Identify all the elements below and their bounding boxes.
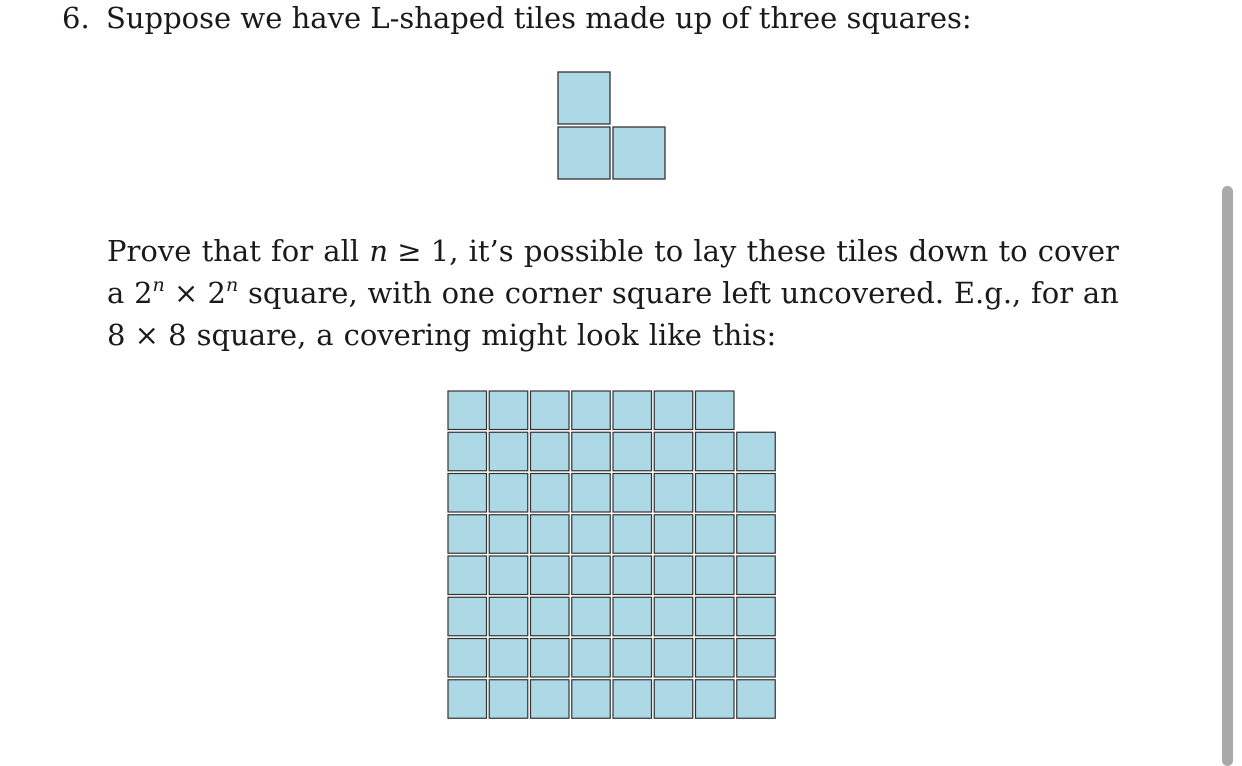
grid-square [737, 515, 776, 554]
grid-square [696, 597, 735, 636]
grid-square [572, 515, 611, 554]
paragraph-line-1 [107, 230, 1119, 272]
grid-square [654, 680, 693, 719]
grid-square [448, 680, 487, 719]
grid-square [489, 597, 528, 636]
grid-square [654, 556, 693, 595]
grid-square [448, 515, 487, 554]
grid-square [448, 474, 487, 513]
word: like [648, 318, 702, 352]
grid-square [448, 556, 487, 595]
word: 8 × 8 [107, 318, 187, 352]
word-a: a [107, 276, 125, 310]
word: with [367, 276, 432, 310]
scrollbar-thumb[interactable] [1222, 186, 1233, 766]
grid-square [531, 474, 570, 513]
grid-square [737, 474, 776, 513]
grid-square [613, 515, 652, 554]
word: left [722, 276, 771, 310]
problem-paragraph [107, 230, 1119, 356]
grid-square [696, 515, 735, 554]
word: to [998, 234, 1028, 268]
grid-square [572, 474, 611, 513]
grid-square [654, 391, 693, 430]
grid-square [489, 639, 528, 678]
word: one [441, 276, 495, 310]
grid-square [531, 391, 570, 430]
grid-square [489, 556, 528, 595]
problem-intro: Suppose we have L-shaped tiles made up of three squares: [106, 1, 972, 35]
grid-square [613, 639, 652, 678]
times-symbol: × [174, 276, 199, 310]
grid-square [613, 556, 652, 595]
word: possible [523, 234, 644, 268]
grid-square [572, 556, 611, 595]
base-1: 2 [134, 276, 153, 310]
word: square [611, 276, 713, 310]
math-power-expression [134, 272, 238, 314]
paragraph-line-2 [107, 272, 1119, 314]
grid-square [489, 474, 528, 513]
grid-square [613, 680, 652, 719]
word: uncovered. [780, 276, 945, 310]
exponent-1: n [152, 274, 165, 296]
grid-square [489, 680, 528, 719]
word: all [323, 234, 360, 268]
problem-number: 6. [62, 1, 90, 35]
grid-square [572, 680, 611, 719]
grid-square [572, 432, 611, 471]
grid-square [654, 597, 693, 636]
grid-square [572, 391, 611, 430]
grid-square [737, 432, 776, 471]
grid-square [489, 391, 528, 430]
word: covering [343, 318, 472, 352]
word: n ≥ 1, [369, 234, 459, 268]
word: E.g., [953, 276, 1022, 310]
word: might [481, 318, 567, 352]
grid-square [531, 680, 570, 719]
grid-square [489, 515, 528, 554]
word: corner [504, 276, 603, 310]
word: look [576, 318, 639, 352]
grid-square [696, 391, 735, 430]
word: down [908, 234, 989, 268]
grid-square [696, 556, 735, 595]
tile-square [613, 127, 665, 179]
word: lay [693, 234, 737, 268]
grid-square [654, 639, 693, 678]
grid-square [448, 432, 487, 471]
grid-square [448, 597, 487, 636]
word: Prove [107, 234, 192, 268]
grid-square [613, 597, 652, 636]
tile-square [558, 127, 610, 179]
word: cover [1037, 234, 1119, 268]
tile-square [558, 72, 610, 124]
grid-square [489, 432, 528, 471]
word: this: [711, 318, 777, 352]
grid-square [696, 680, 735, 719]
grid-square [531, 515, 570, 554]
grid-square [448, 391, 487, 430]
grid-square [737, 639, 776, 678]
grid-square [613, 391, 652, 430]
grid-square [531, 556, 570, 595]
grid-square [654, 515, 693, 554]
grid-square [613, 432, 652, 471]
word: for [271, 234, 314, 268]
grid-square [572, 639, 611, 678]
base-2: 2 [207, 276, 226, 310]
grid-square [654, 474, 693, 513]
grid-square [613, 474, 652, 513]
grid-square [737, 597, 776, 636]
word: these [746, 234, 827, 268]
grid-square [696, 432, 735, 471]
word: square, [248, 276, 358, 310]
grid-square [696, 474, 735, 513]
word: for [1031, 276, 1074, 310]
grid-square [572, 597, 611, 636]
l-tile-figure [556, 70, 668, 182]
word: to [654, 234, 684, 268]
grid-square [696, 639, 735, 678]
grid-square [531, 639, 570, 678]
word: a [316, 318, 334, 352]
grid-square [737, 680, 776, 719]
paragraph-line-3 [107, 314, 1119, 356]
word: tiles [836, 234, 899, 268]
grid-square [531, 432, 570, 471]
word: an [1082, 276, 1119, 310]
exponent-2: n [225, 274, 239, 296]
grid-square [448, 639, 487, 678]
problem-statement [62, 0, 972, 36]
grid-square [737, 556, 776, 595]
tiling-grid-figure [446, 389, 778, 721]
grid-square [654, 432, 693, 471]
word: square, [196, 318, 307, 352]
word: it’s [468, 234, 514, 268]
grid-square [531, 597, 570, 636]
word: that [201, 234, 261, 268]
